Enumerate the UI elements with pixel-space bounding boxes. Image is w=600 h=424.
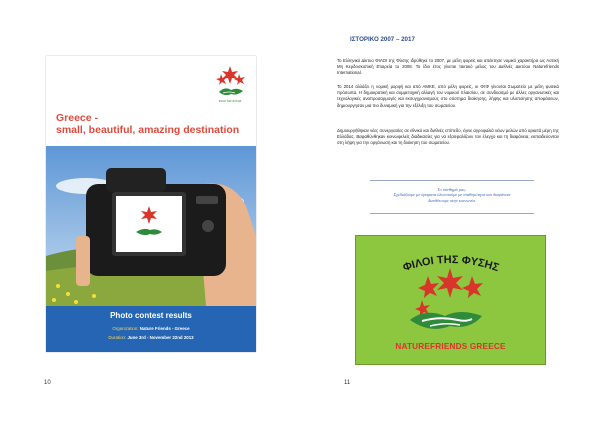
duration-line — [46, 335, 256, 340]
organization-label: Organization: — [112, 326, 139, 331]
history-paragraph-2: Το 2014 αλλάζει η νομική μορφή και από ΑΜΚΕ, από μέλη φορείς, οι ΦτΦ γίνονται Σωματείο με μέλη φυσικά πρόσωπα. Η δημοκρατική και συμμετοχική αλλαγή του νομικού πλαισίου, σε συνδυασμό με άλλες οργανωτικές και τεχνολογικές αναπροσαρμογές και εκσυγχρονισμούς στο σύστημα διοίκησης, λήψης και υλοποίησης αποφάσεων, δημιουργησαν μια πιο δυναμική για την εξέλιξη του σωματείου. — [337, 84, 559, 108]
camera-photo-image — [46, 146, 256, 306]
brochure-logo-caption: ΦΙΛΟΙ ΤΗΣ ΦΥΣΗΣ — [218, 100, 242, 103]
history-paragraph-1: Το Ελληνικό Δίκτυο ΦΙΛΟΙ της Φύσης ιδρύθηκε το 2007, με μέλη φορείς και απέκτησε νομικό χαρακτήρα ως Αστική Μη Κερδοσκοπική Εταιρεία το 2008. Το ίδιο έτος γίνεται τακτικό μέλος του Διεθνές Δικτύου Naturefriends International. — [337, 58, 559, 76]
motto-box — [370, 180, 534, 214]
naturefriends-flower-logo-icon — [213, 62, 247, 102]
brochure-title-line2: small, beautiful, amazing destination — [56, 124, 240, 136]
naturefriends-greece-label: NATUREFRIENDS GREECE — [395, 342, 506, 351]
flowers-handshake-icon — [400, 264, 500, 340]
brochure-title-line1: Greece - — [56, 112, 99, 124]
history-paragraph-3: Δημιουργήθηκαν νέες συνεργασίες σε εθνικό και διεθνές επίπεδο, έγινε αγροφαλιά νέων μελών από αρκετά μέρη της Ελλάδας. Βαφαθύνθηκαν κοινωφελείς διαδικασίες για να εξασφαλίζουν τον έλεγχο και τη διαφάνεια, εκπαιδεύονταν στη λήψη για την οργάνωση και τη διοίκηση του σωματείου. — [337, 128, 559, 146]
brochure-header — [46, 56, 256, 146]
duration-label: Duration: — [108, 335, 127, 340]
brochure-title — [56, 112, 246, 136]
organization-value: Nature Friends - Greece — [139, 326, 190, 331]
photo-contest-results-title: Photo contest results — [110, 311, 192, 320]
right-page-number: 11 — [344, 380, 351, 386]
logo-top-text: ΦΙΛΟΙ ΤΗΣ ΦΥΣΗΣ — [401, 253, 501, 275]
left-page-number: 10 — [44, 380, 51, 386]
naturefriends-greece-logo — [355, 235, 546, 365]
organization-line — [46, 326, 256, 331]
brochure-cover — [46, 56, 256, 352]
motto-line-1: Σχεδιάζουμε με όραματα υλοποιούμε με σταθερότητα και διαφάνεια — [393, 192, 511, 197]
history-heading: ΙΣΤΟΡΙΚΟ 2007 – 2017 — [350, 36, 415, 43]
motto-line-2: διευθέτουμε στην κοινωνία. — [428, 198, 476, 203]
brochure-footer — [46, 306, 256, 352]
duration-value: June 3rd - November 22nd 2013 — [127, 335, 194, 340]
logo-bottom-band — [364, 340, 537, 354]
motto-title: Το σύνθημά μας: — [437, 187, 467, 192]
